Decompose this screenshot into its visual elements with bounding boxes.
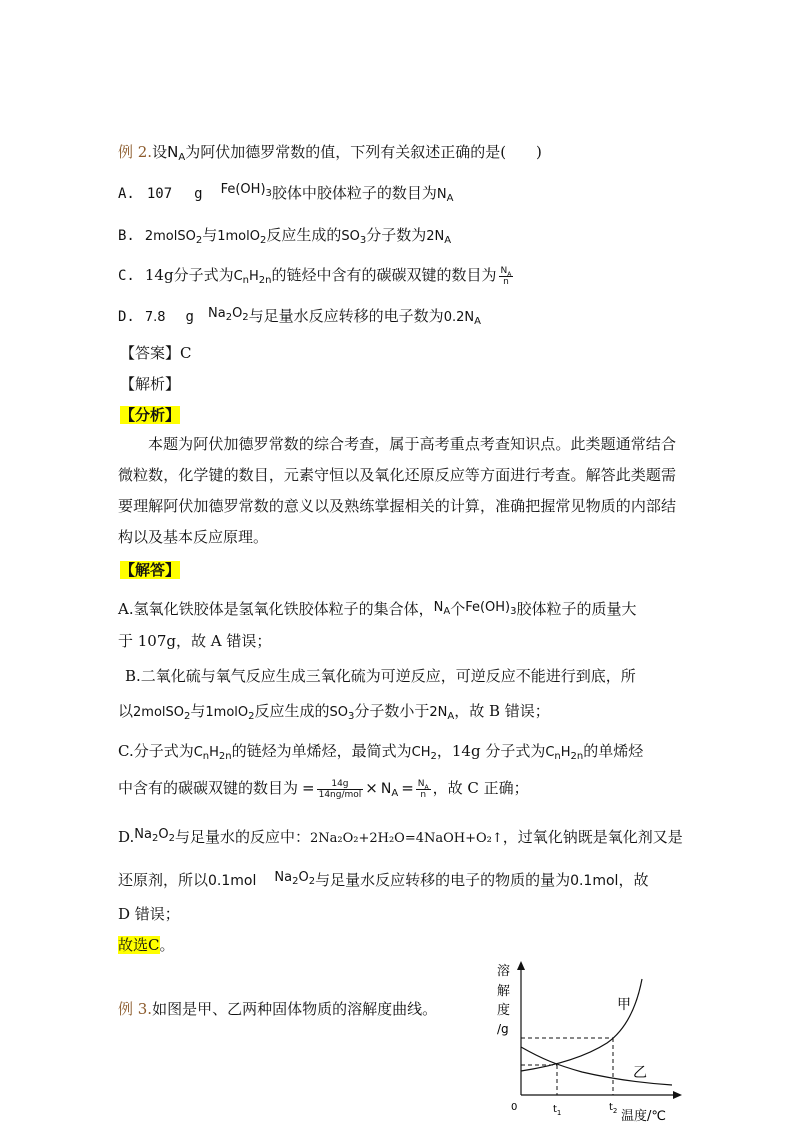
fraction-na-over-n: $\frac{N_A}{n}$ [500,265,512,287]
fenxi-body: 本题为阿伏加德罗常数的综合考查，属于高考重点考查知识点。此类题通常结合微粒数，化学键的数目，元素守恒以及氧化还原反应等方面进行考查。解答此类题需要理解阿伏加德罗常数的意义以及熟练掌握相关的计算，准确把握常见物质的内部结构以及基本反应原理。 [118,435,676,546]
example-3-question: 例 3.如图是甲、乙两种固体物质的溶解度曲线。 [118,1000,438,1018]
option-c: C. 14g分子式为$C_nH_{2n}$的链烃中含有的碳碳双键的数目为 $\frac{N_A}{n}$ [118,265,512,287]
curve-yi [521,1047,672,1085]
option-d: D. 7.8 g $Na_2O_2$与足量水反应转移的电子数为$0.2N_A$ [118,306,481,327]
fraction-14g-over-14ng: $\frac{14g}{\text{14ng/mol}}$ [318,778,362,800]
solution-c-line1: C.分子式为$C_nH_{2n}$的链烃为单烯烃，最简式为$CH_2$，14g 分子式为$C_nH_{2n}$的单烯烃 [118,742,644,762]
option-a: A. 107 g $Fe(OH)_3$胶体中胶体粒子的数目为$N_A$ [118,182,454,204]
origin-label: 0 [511,1102,518,1113]
solution-a-line2: 于 107g，故 A 错误； [118,632,272,650]
conclusion-line: 故选C。 [118,936,175,954]
solution-b-line1: B.二氧化硫与氧气反应生成三氧化硫为可逆反应，可逆反应不能进行到底，所 [125,667,636,685]
example-3-label: 例 3. [118,1000,153,1018]
solution-d-line2: 还原剂，所以0.1mol $Na_2O_2$与足量水反应转移的电子的物质的量为0.1mol，故 [118,870,649,889]
y-label-char-1: 溶 [497,964,511,979]
solution-d-line1: $D.Na_2O_2$与足量水的反应中：2Na₂O₂+2H₂O=4NaOH+O₂↑，过氧化钠既是氧化剂又是 [118,827,683,846]
y-label-char-2: 解 [497,984,511,999]
y-label-char-3: 度 [497,1003,511,1018]
option-b: B. 2molSO$_2$与1molO$_2$反应生成的$SO_3$分子数为$2N_A$ [118,226,452,246]
fraction-na-over-n-2: $\frac{N_A}{n}$ [417,778,429,800]
t1-label: $t_1$ [553,1104,562,1117]
y-axis-arrow [517,961,525,970]
t2-label: $t_2$ [609,1102,618,1115]
fenxi-title: 【分析】 [120,406,181,424]
jieda-title: 【解答】 [120,561,181,579]
solution-a-line1: A.氢氧化铁胶体是氢氧化铁胶体粒子的集合体，$N_A$个$Fe(OH)_3$胶体粒子的质量大 [118,600,637,618]
x-axis-arrow [673,1091,682,1099]
solution-b-line2: 以2molSO$_2$与1molO$_2$反应生成的$SO_3$分子数小于$2N_A$，故 B 错误； [118,702,550,722]
solution-d-line3: D 错误； [118,905,180,923]
curve-yi-label: 乙 [633,1065,647,1081]
solubility-diagram [487,955,687,1125]
solution-c-line2: 中含有的碳碳双键的数目为 = $\frac{14g}{\text{14ng/mol}}$ × $N_A$ = $\frac{N_A}{n}$ ，故 C 正确； [118,778,529,800]
example-2-label: 例 2. [118,143,153,161]
example-2-question: 例 2.设$N_A$为阿伏加德罗常数的值，下列有关叙述正确的是( ) [118,143,542,163]
y-label-char-4: /g [497,1022,509,1036]
x-axis-label: 温度/℃ [621,1109,666,1124]
analysis-title: 【解析】 [120,375,181,393]
curve-jia-label: 甲 [617,997,631,1013]
answer-line: 【答案】C [120,344,192,362]
